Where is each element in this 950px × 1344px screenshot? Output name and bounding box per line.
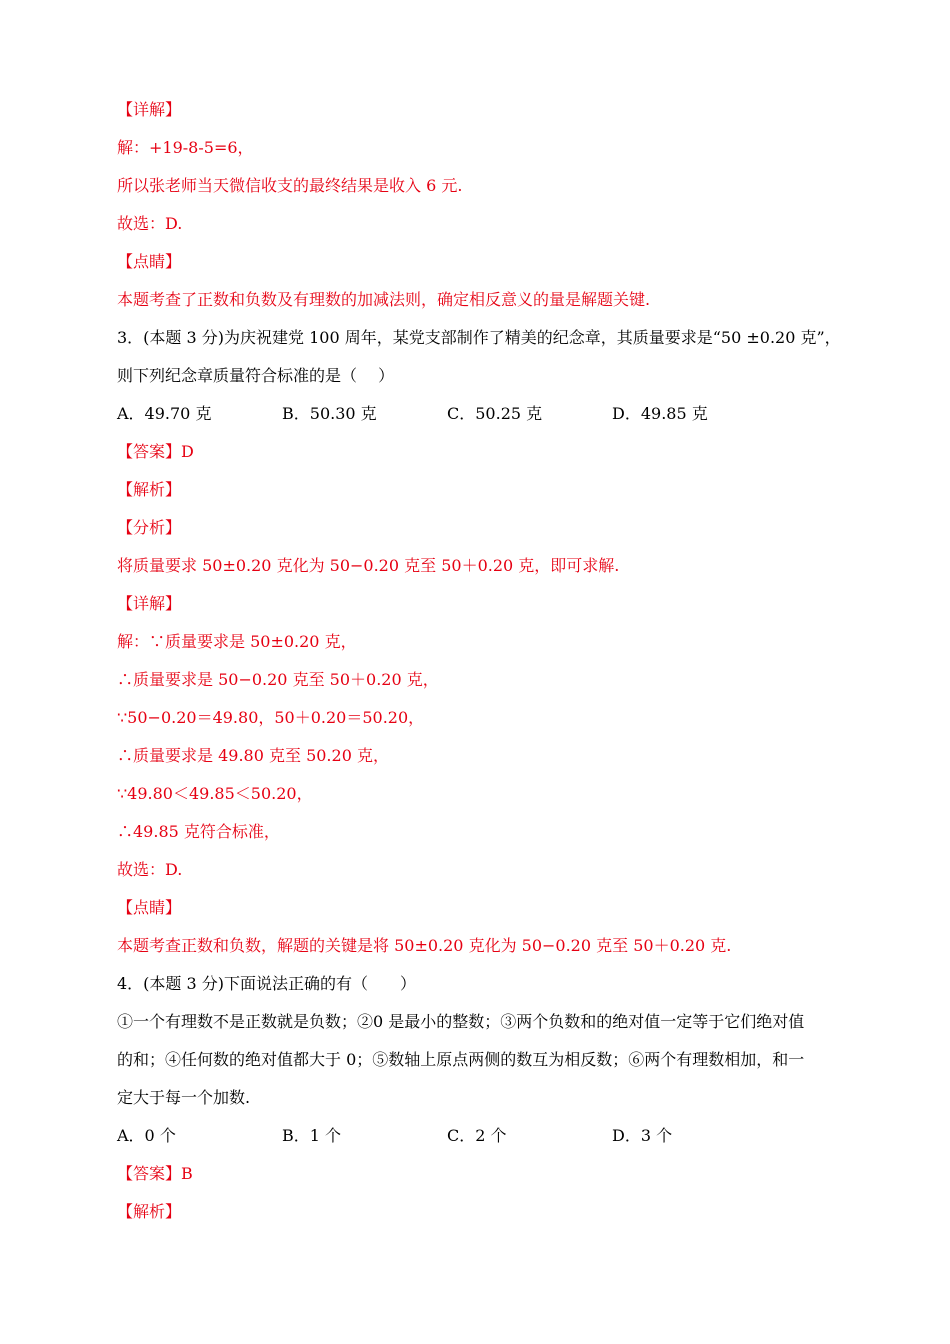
q4-stem-line2: ①一个有理数不是正数就是负数；②0 是最小的整数；③两个负数和的绝对值一定等于它们绝对值 <box>117 1012 805 1031</box>
q4-analysis-tag: 【解析】 <box>117 1202 182 1221</box>
q4-stem-line4: 定大于每一个加数. <box>117 1088 251 1107</box>
solution-choice: 故选：D. <box>117 214 183 233</box>
q3-step: 解：∵质量要求是 50±0.20 克， <box>117 632 357 651</box>
q3-step: ∴49.85 克符合标准， <box>117 822 280 841</box>
q4-option-c: C．2 个 <box>447 1126 507 1145</box>
solution-conclusion: 所以张老师当天微信收支的最终结果是收入 6 元. <box>117 176 463 195</box>
q3-analysis-tag: 【解析】 <box>117 480 182 499</box>
comment-tag: 【点睛】 <box>117 252 182 271</box>
q3-option-d: D．49.85 克 <box>612 404 708 423</box>
q3-comment-tag: 【点睛】 <box>117 898 182 917</box>
q4-stem-line3: 的和；④任何数的绝对值都大于 0；⑤数轴上原点两侧的数互为相反数；⑥两个有理数相加，和一 <box>117 1050 805 1069</box>
q3-answer: 【答案】D <box>117 442 194 461</box>
q3-option-b: B．50.30 克 <box>282 404 377 423</box>
q3-fenxi-tag: 【分析】 <box>117 518 182 537</box>
q3-step: ∵49.80＜49.85＜50.20， <box>117 784 313 803</box>
q3-stem-line2: 则下列纪念章质量符合标准的是（ ） <box>117 366 395 385</box>
q4-option-a: A．0 个 <box>117 1126 176 1145</box>
comment-text: 本题考查了正数和负数及有理数的加减法则，确定相反意义的量是解题关键. <box>117 290 651 309</box>
q3-stem-line1: 3．(本题 3 分)为庆祝建党 100 周年，某党支部制作了精美的纪念章，其质量要求是“50 ±0.20 克”， <box>117 328 841 347</box>
q3-step: 故选：D. <box>117 860 183 879</box>
detail-tag: 【详解】 <box>117 100 182 119</box>
q3-step: ∴质量要求是 50−0.20 克至 50＋0.20 克， <box>117 670 439 689</box>
q4-option-b: B．1 个 <box>282 1126 342 1145</box>
q4-stem-line1: 4．(本题 3 分)下面说法正确的有（ ） <box>117 974 417 993</box>
q4-option-d: D．3 个 <box>612 1126 673 1145</box>
solution-calc: 解：+19-8-5=6， <box>117 138 254 157</box>
q3-option-c: C．50.25 克 <box>447 404 543 423</box>
q3-option-a: A．49.70 克 <box>117 404 212 423</box>
q3-step: ∴质量要求是 49.80 克至 50.20 克， <box>117 746 389 765</box>
q3-comment-text: 本题考查正数和负数，解题的关键是将 50±0.20 克化为 50−0.20 克至 50＋0.20 克. <box>117 936 732 955</box>
q3-step: ∵50−0.20＝49.80，50＋0.20＝50.20， <box>117 708 425 727</box>
q3-fenxi-text: 将质量要求 50±0.20 克化为 50−0.20 克至 50＋0.20 克，即可求解. <box>117 556 620 575</box>
q3-detail-tag: 【详解】 <box>117 594 182 613</box>
q4-answer: 【答案】B <box>117 1164 193 1183</box>
